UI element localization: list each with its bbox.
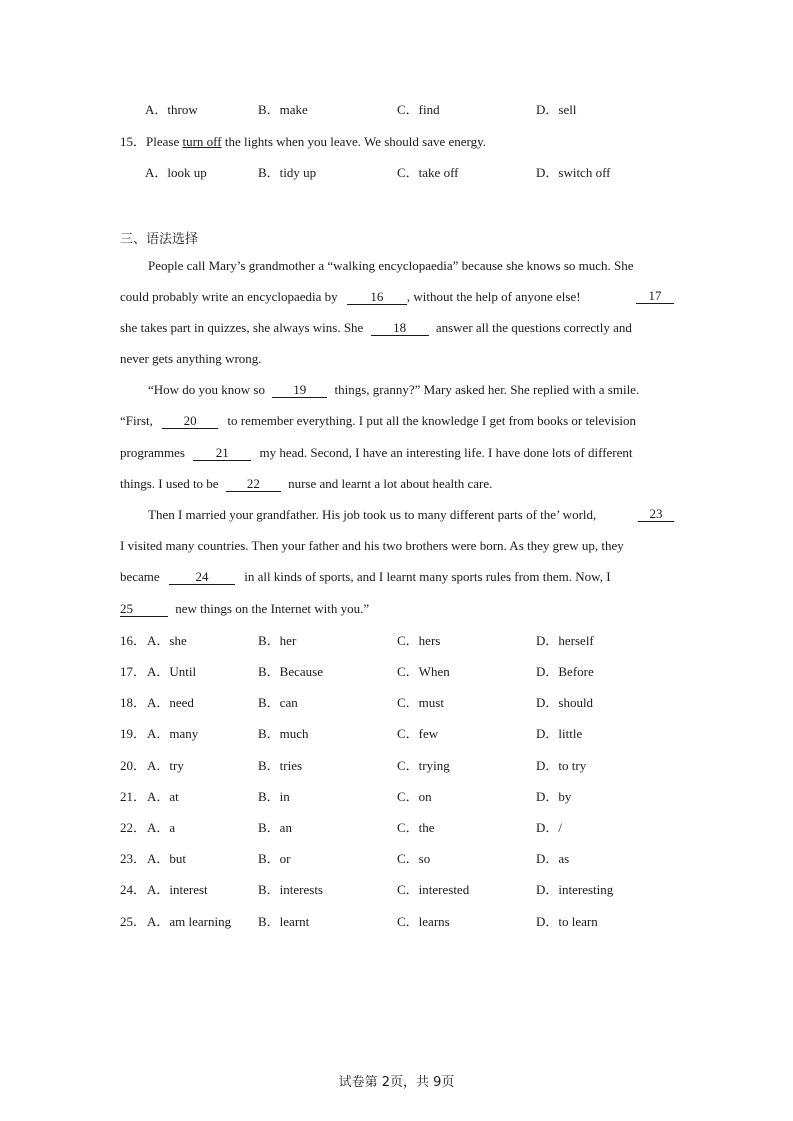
passage-text: things, granny?” Mary asked her. She replied with a smile. <box>334 382 640 397</box>
passage-text: programmes <box>120 445 185 460</box>
passage-line <box>120 475 674 493</box>
question-row <box>0 663 793 681</box>
option-c: C．When <box>397 664 450 679</box>
blank-25: 25 <box>120 601 168 617</box>
question-row <box>0 913 793 931</box>
question-number: 24． <box>120 882 147 897</box>
option-a: A．she <box>147 633 187 648</box>
question-row <box>0 850 793 868</box>
option-d: D．to learn <box>536 914 598 929</box>
option-b: B．in <box>258 789 290 804</box>
passage-line <box>120 568 674 586</box>
q15-option-a: A．look up <box>145 165 207 180</box>
option-c: C．hers <box>397 633 441 648</box>
q14-option-c: C．find <box>397 102 440 117</box>
passage-line <box>120 506 674 524</box>
blank-22: 22 <box>226 476 281 492</box>
option-d: D．interesting <box>536 882 614 897</box>
option-d: D．Before <box>536 664 594 679</box>
option-d: D．herself <box>536 633 594 648</box>
question-number: 18． <box>120 695 147 710</box>
passage-text: became <box>120 569 160 584</box>
passage-text: answer all the questions correctly and <box>435 320 632 335</box>
question-number: 16． <box>120 633 147 648</box>
q15-option-c: C．take off <box>397 165 459 180</box>
blank-24: 24 <box>169 569 235 585</box>
question-row <box>0 881 793 899</box>
question-row <box>0 788 793 806</box>
option-b: B．much <box>258 726 309 741</box>
option-c: C．learns <box>397 914 450 929</box>
question-row <box>0 757 793 775</box>
q15-number: 15． <box>120 134 147 149</box>
option-c: C．so <box>397 851 431 866</box>
question-number: 20． <box>120 758 147 773</box>
passage-line <box>120 319 674 337</box>
option-b: B．her <box>258 633 297 648</box>
passage-line <box>120 350 674 368</box>
passage-text: “How do you know so <box>148 382 265 397</box>
question-number: 17． <box>120 664 147 679</box>
question-row <box>0 632 793 650</box>
passage-line <box>120 600 674 618</box>
passage-text: “First, <box>120 413 153 428</box>
q15-text-before: Please <box>146 134 183 149</box>
option-a: A．Until <box>147 664 197 679</box>
q14-option-d: D．sell <box>536 102 577 117</box>
option-d: D．should <box>536 695 594 710</box>
passage-text: in all kinds of sports, and I learnt many sports rules from them. Now, I <box>244 569 611 584</box>
q14-options <box>0 101 793 119</box>
q15-option-b: B．tidy up <box>258 165 317 180</box>
option-c: C．must <box>397 695 444 710</box>
passage-text: new things on the Internet with you.” <box>175 601 370 616</box>
q15-stem <box>120 133 680 151</box>
passage-text: she takes part in quizzes, she always wins. She <box>120 320 364 335</box>
passage-line <box>120 444 674 462</box>
option-b: B．learnt <box>258 914 310 929</box>
passage-line <box>120 257 674 275</box>
option-a: A．am learning <box>147 914 232 929</box>
blank-20: 20 <box>162 413 218 429</box>
q14-option-b: B．make <box>258 102 308 117</box>
option-a: A．at <box>147 789 179 804</box>
blank-16: 16 <box>347 289 407 305</box>
option-d: D．by <box>536 789 572 804</box>
option-d: D．to try <box>536 758 587 773</box>
blank-23: 23 <box>638 506 674 522</box>
q15-option-d: D．switch off <box>536 165 611 180</box>
option-a: A．need <box>147 695 194 710</box>
question-number: 25． <box>120 914 147 929</box>
passage-line <box>120 412 674 430</box>
option-a: A．many <box>147 726 199 741</box>
q15-options <box>0 164 793 182</box>
passage-text: Then I married your grandfather. His job took us to many different parts of the’ world, <box>148 507 597 522</box>
page-footer: 试卷第 2页，共 9页 <box>338 1075 455 1090</box>
option-a: A．try <box>147 758 184 773</box>
passage-text: , without the help of anyone else! <box>406 289 581 304</box>
option-a: A．a <box>147 820 176 835</box>
passage-text: things. I used to be <box>120 476 219 491</box>
option-c: C．few <box>397 726 439 741</box>
option-d: D．as <box>536 851 570 866</box>
blank-19: 19 <box>272 382 327 398</box>
passage-text: I visited many countries. Then your father and his two brothers were born. As they grew up, they <box>120 538 624 553</box>
option-d: D．/ <box>536 820 563 835</box>
option-c: C．on <box>397 789 432 804</box>
question-row <box>0 725 793 743</box>
passage-line <box>120 381 674 399</box>
section-title: 三、语法选择 <box>120 232 199 247</box>
option-c: C．the <box>397 820 435 835</box>
q15-text-after: the lights when you leave. We should save energy. <box>221 134 487 149</box>
blank-21: 21 <box>193 445 251 461</box>
passage-text: could probably write an encyclopaedia by <box>120 289 338 304</box>
passage-text: nurse and learnt a lot about health care. <box>288 476 493 491</box>
option-a: A．but <box>147 851 187 866</box>
blank-18: 18 <box>371 320 429 336</box>
option-c: C．trying <box>397 758 450 773</box>
option-b: B．Because <box>258 664 323 679</box>
option-a: A．interest <box>147 882 208 897</box>
question-row <box>0 694 793 712</box>
blank-17: 17 <box>636 288 674 304</box>
option-d: D．little <box>536 726 583 741</box>
question-number: 21． <box>120 789 147 804</box>
option-b: B．can <box>258 695 298 710</box>
question-number: 22． <box>120 820 147 835</box>
passage-text: to remember everything. I put all the knowledge I get from books or television <box>227 413 637 428</box>
option-b: B．an <box>258 820 292 835</box>
passage-text: People call Mary’s grandmother a “walking encyclopaedia” because she knows so much. She <box>148 258 634 273</box>
option-b: B．tries <box>258 758 303 773</box>
option-c: C．interested <box>397 882 470 897</box>
q14-option-a: A．throw <box>145 102 198 117</box>
option-b: B．interests <box>258 882 323 897</box>
q15-underlined-phrase: turn off <box>182 134 222 149</box>
passage-text: never gets anything wrong. <box>120 351 262 366</box>
question-number: 19． <box>120 726 147 741</box>
passage-text: my head. Second, I have an interesting life. I have done lots of different <box>259 445 633 460</box>
question-row <box>0 819 793 837</box>
option-b: B．or <box>258 851 291 866</box>
passage-line <box>120 537 674 555</box>
question-number: 23． <box>120 851 147 866</box>
passage-line <box>120 288 674 306</box>
